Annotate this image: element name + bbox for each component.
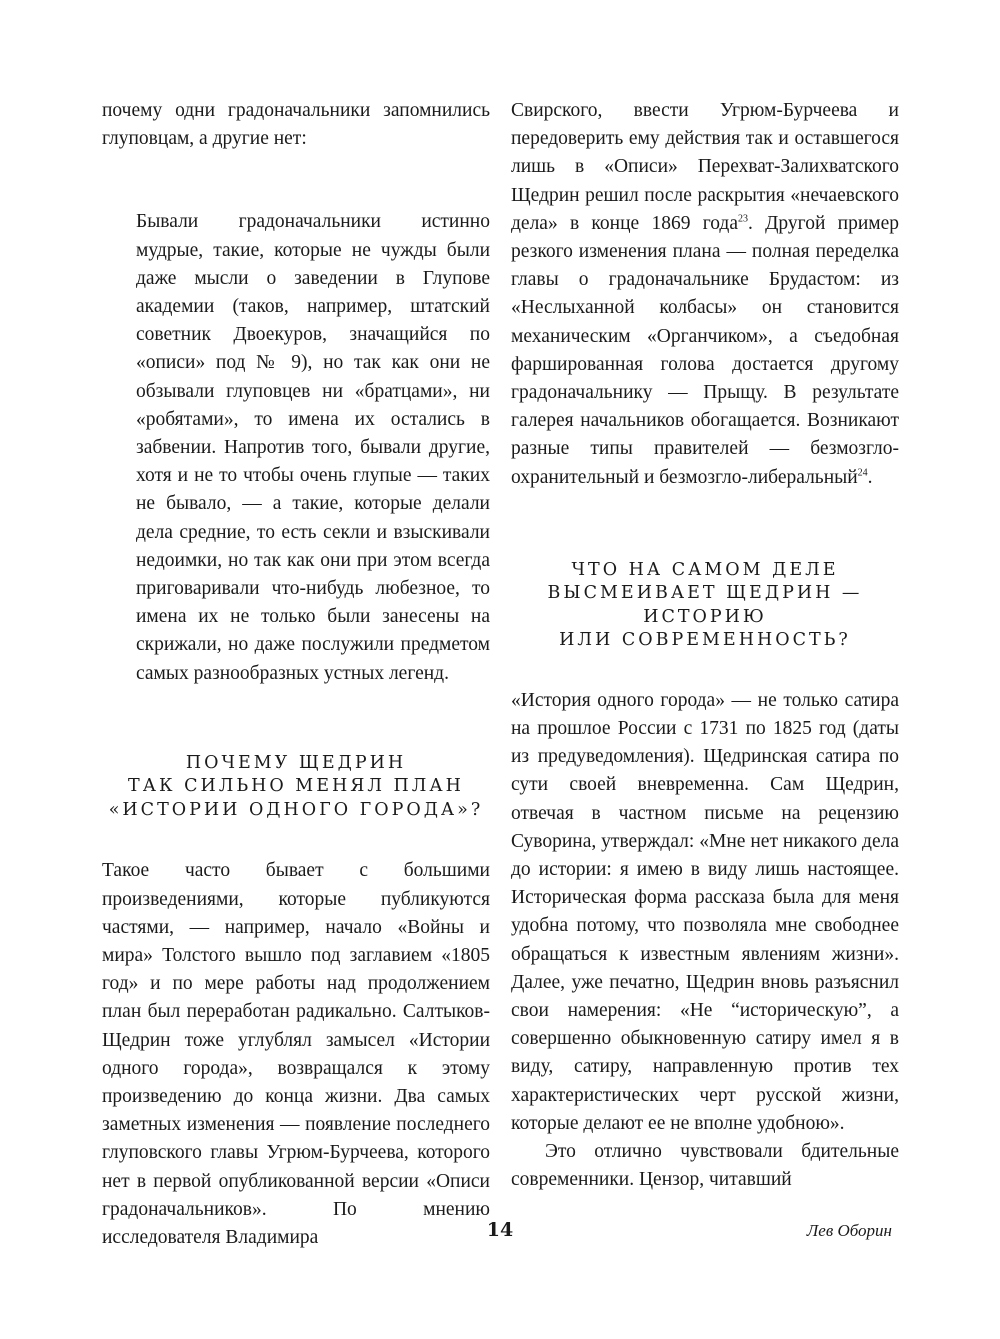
running-footer-author: Лев Оборин <box>806 1221 892 1240</box>
intro-paragraph: почему одни градоначальники запомнились глуповцам, а другие нет: <box>102 100 490 150</box>
heading-line: ВЫСМЕИВАЕТ ЩЕДРИН — <box>547 583 863 604</box>
heading-line: ТАК СИЛЬНО МЕНЯЛ ПЛАН <box>128 776 464 797</box>
continuation-paragraph <box>511 97 899 492</box>
heading-line: ПОЧЕМУ ЩЕДРИН <box>185 752 407 773</box>
right-column <box>511 97 899 1195</box>
left-column <box>102 97 490 1252</box>
block-quote: Бывали градоначальники истинно мудрые, такие, которые не чужды были даже мысли о заведении в Глупове академии (таков, например, штатский советник Двоекуров, значащийся по «описи» под № 9), но так как они не обзывали глуповцев ни «братцами», ни «робятами», то имена их остались в забвении. Напротив того, бывали другие, хотя и не то чтобы очень глупые — таких не бывало, — а такие, которые делали дела средние, то есть секли и взыскивали недоимки, но так как они при этом всегда приговаривали что-нибудь любезное, то имена их не только были занесены на скрижали, но даже послужили предметом самых разнообразных устных легенд. <box>136 211 490 684</box>
body-paragraph: Это отлично чувствовали бдительные современники. Цензор, читавший <box>511 1141 899 1191</box>
continuation-text-2: . Другой пример резкого изменения плана — полная переделка главы о градоначальнике Брудастом: из «Неслыханной колбасы» он становится механическим «Органчиком», а съедобная фаршированная голова достается другому градоначальнику — Прыщу. В результате галерея начальников обогащается. Возникают разные типы правителей — безмозгло-охранительный и безмозгло-либеральный <box>511 212 899 488</box>
heading-line: ЧТО НА САМОМ ДЕЛЕ <box>571 559 839 580</box>
section-heading-satire <box>511 559 899 653</box>
continuation-end: . <box>867 466 873 488</box>
body-paragraph: «История одного города» — не только сатира на прошлое России с 1731 по 1825 год (даты из предуведомления). Щедринская сатира по сути своей вневременна. Сам Щедрин, отвечая в частном письме на рецензию Суворина, утверждал: «Мне нет никакого дела до истории: я имею в виду лишь настоящее. Историческая форма рассказа была для меня удобна потому, что позволяла мне свободнее обращаться к известным явлениям жизни». Далее, уже печатно, Щедрин вновь разъяснил свои намерения: «Не “историческую”, а совершенно обыкновенную сатиру имел я в виду, сатиру, направленную против тех характеристических черт русской жизни, которые делают ее не вполне удобною». <box>511 689 899 1134</box>
heading-line: ИСТОРИЮ <box>643 606 767 627</box>
footnote-ref-24[interactable]: 24 <box>857 467 868 479</box>
continuation-text: Свирского, ввести Угрюм-Бурчеева и передоверить ему действия так и оставшегося лишь в «Описи» Перехват-Залихватского Щедрин решил после раскрытия «нечаевского дела» в конце 1869 года <box>511 100 899 234</box>
page-number: 14 <box>486 1219 514 1241</box>
body-paragraph: Такое часто бывает с большими произведениями, которые публикуются частями, — например, начало «Войны и мира» Толстого вышло под заглавием «1805 год» и по мере работы над продолжением план был переработан радикально. Салтыков-Щедрин тоже углублял замысел «Истории одного города», возвращался к этому произведению до конца жизни. Два самых заметных изменения — появление последнего глуповского главы Угрюм-Бурчеева, которого нет в первой опубликованной версии «Описи градоначальников». По мнению исследователя Владимира <box>102 860 490 1248</box>
section-heading-plan <box>102 752 490 823</box>
heading-line: «ИСТОРИИ ОДНОГО ГОРОДА»? <box>108 799 484 820</box>
heading-line: ИЛИ СОВРЕМЕННОСТЬ? <box>559 630 851 651</box>
footnote-ref-23[interactable]: 23 <box>738 213 748 225</box>
